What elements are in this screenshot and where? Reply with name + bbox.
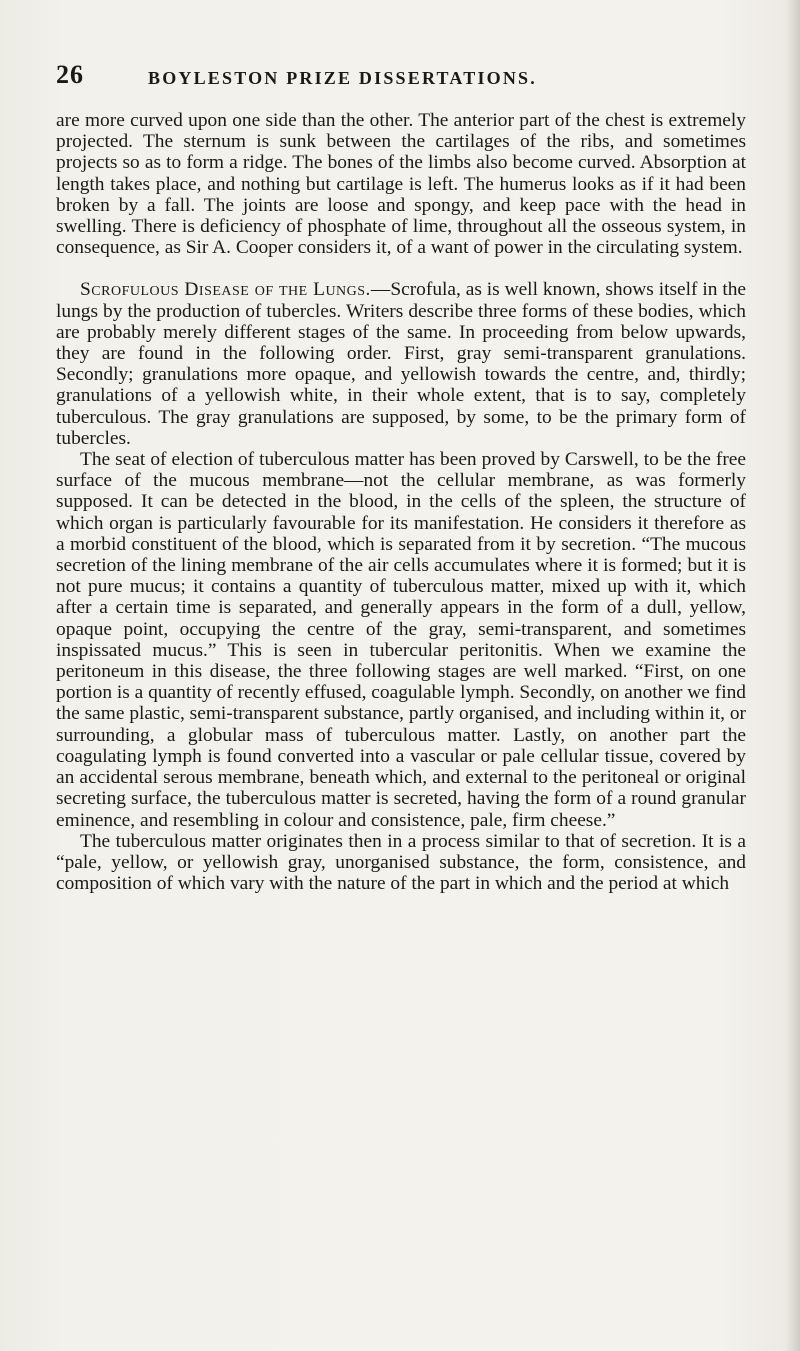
paragraph bbox=[56, 449, 746, 831]
page-number: 26 bbox=[56, 60, 84, 89]
paragraph-text: The tuberculous matter originates then in a process similar to that of secretion. It is a “pale, yellow, or yellowish gray, unorganised substance, the form, consistence, and composition of which vary with the nature of the part in which and the period at which bbox=[56, 830, 746, 895]
paragraph-text: The seat of election of tuberculous matter has been proved by Carswell, to be the free surface of the mucous membrane—not the cellular membrane, as was formerly supposed. It can be detected in the blood, in the cells of the spleen, the structure of which organ is particularly favourable for its manifestation. He considers it therefore as a morbid constituent of the blood, which is separated from it by secretion. “The mucous secretion of the lining membrane of the air cells accumulates where it is formed; but it is not pure mucus; it contains a quantity of tuberculous matter, mixed up with it, which after a certain time is separated, and generally appears in the form of a dull, yellow, opaque point, occupying the centre of the gray, semi-transparent, and sometimes inspissated mucus.” This is seen in tubercular peritonitis. When we examine the peritoneum in this disease, the three following stages are well marked. “First, on one portion is a quantity of recently effused, coagulable lymph. Secondly, on another we find the same plastic, semi-transparent substance, partly organised, and including within it, or surrounding, a globular mass of tuberculous matter. Lastly, on another part the coagulating lymph is found converted into a vascular or pale cellular tissue, covered by an accidental serous membrane, beneath which, and external to the peritoneal or original secreting surface, the tuberculous matter is secreted, having the form of a round granular eminence, and resembling in colour and consistence, pale, firm cheese.” bbox=[56, 449, 746, 831]
paragraph-text: are more curved upon one side than the other. The anterior part of the chest is extremely projected. The sternum is sunk between the cartilages of the ribs, and sometimes projects so as to form a ridge. The bones of the limbs also become curved. Absorption at length takes place, and nothing but cartilage is left. The humerus looks as if it had been broken by a fall. The joints are loose and spongy, and keep pace with the head in swelling. There is deficiency of phosphate of lime, throughout all the osseous system, in consequence, as Sir A. Cooper considers it, of a want of power in the circulating system. bbox=[56, 110, 746, 259]
section-heading: Scrofulous Disease of the Lungs. bbox=[80, 279, 371, 301]
body-text bbox=[56, 110, 746, 894]
page-edge-shadow bbox=[786, 0, 800, 1351]
page-header bbox=[56, 60, 746, 94]
paragraph bbox=[56, 831, 746, 895]
paragraph-text: —Scrofula, as is well known, shows itself in the lungs by the production of tubercles. Writers describe three forms of these bodies, which are probably merely different stages of the same. In proceeding from below upwards, they are found in the following order. First, gray semi-transparent granulations. Secondly; granulations more opaque, and yellowish towards the centre, and, thirdly; granulations of a yellowish white, in their whole extent, that is to say, completely tuberculous. The gray granulations are supposed, by some, to be the primary form of tubercles. bbox=[56, 279, 747, 449]
paragraph bbox=[56, 110, 746, 258]
paragraph bbox=[56, 279, 746, 449]
running-head: BOYLESTON PRIZE DISSERTATIONS. bbox=[148, 68, 537, 88]
